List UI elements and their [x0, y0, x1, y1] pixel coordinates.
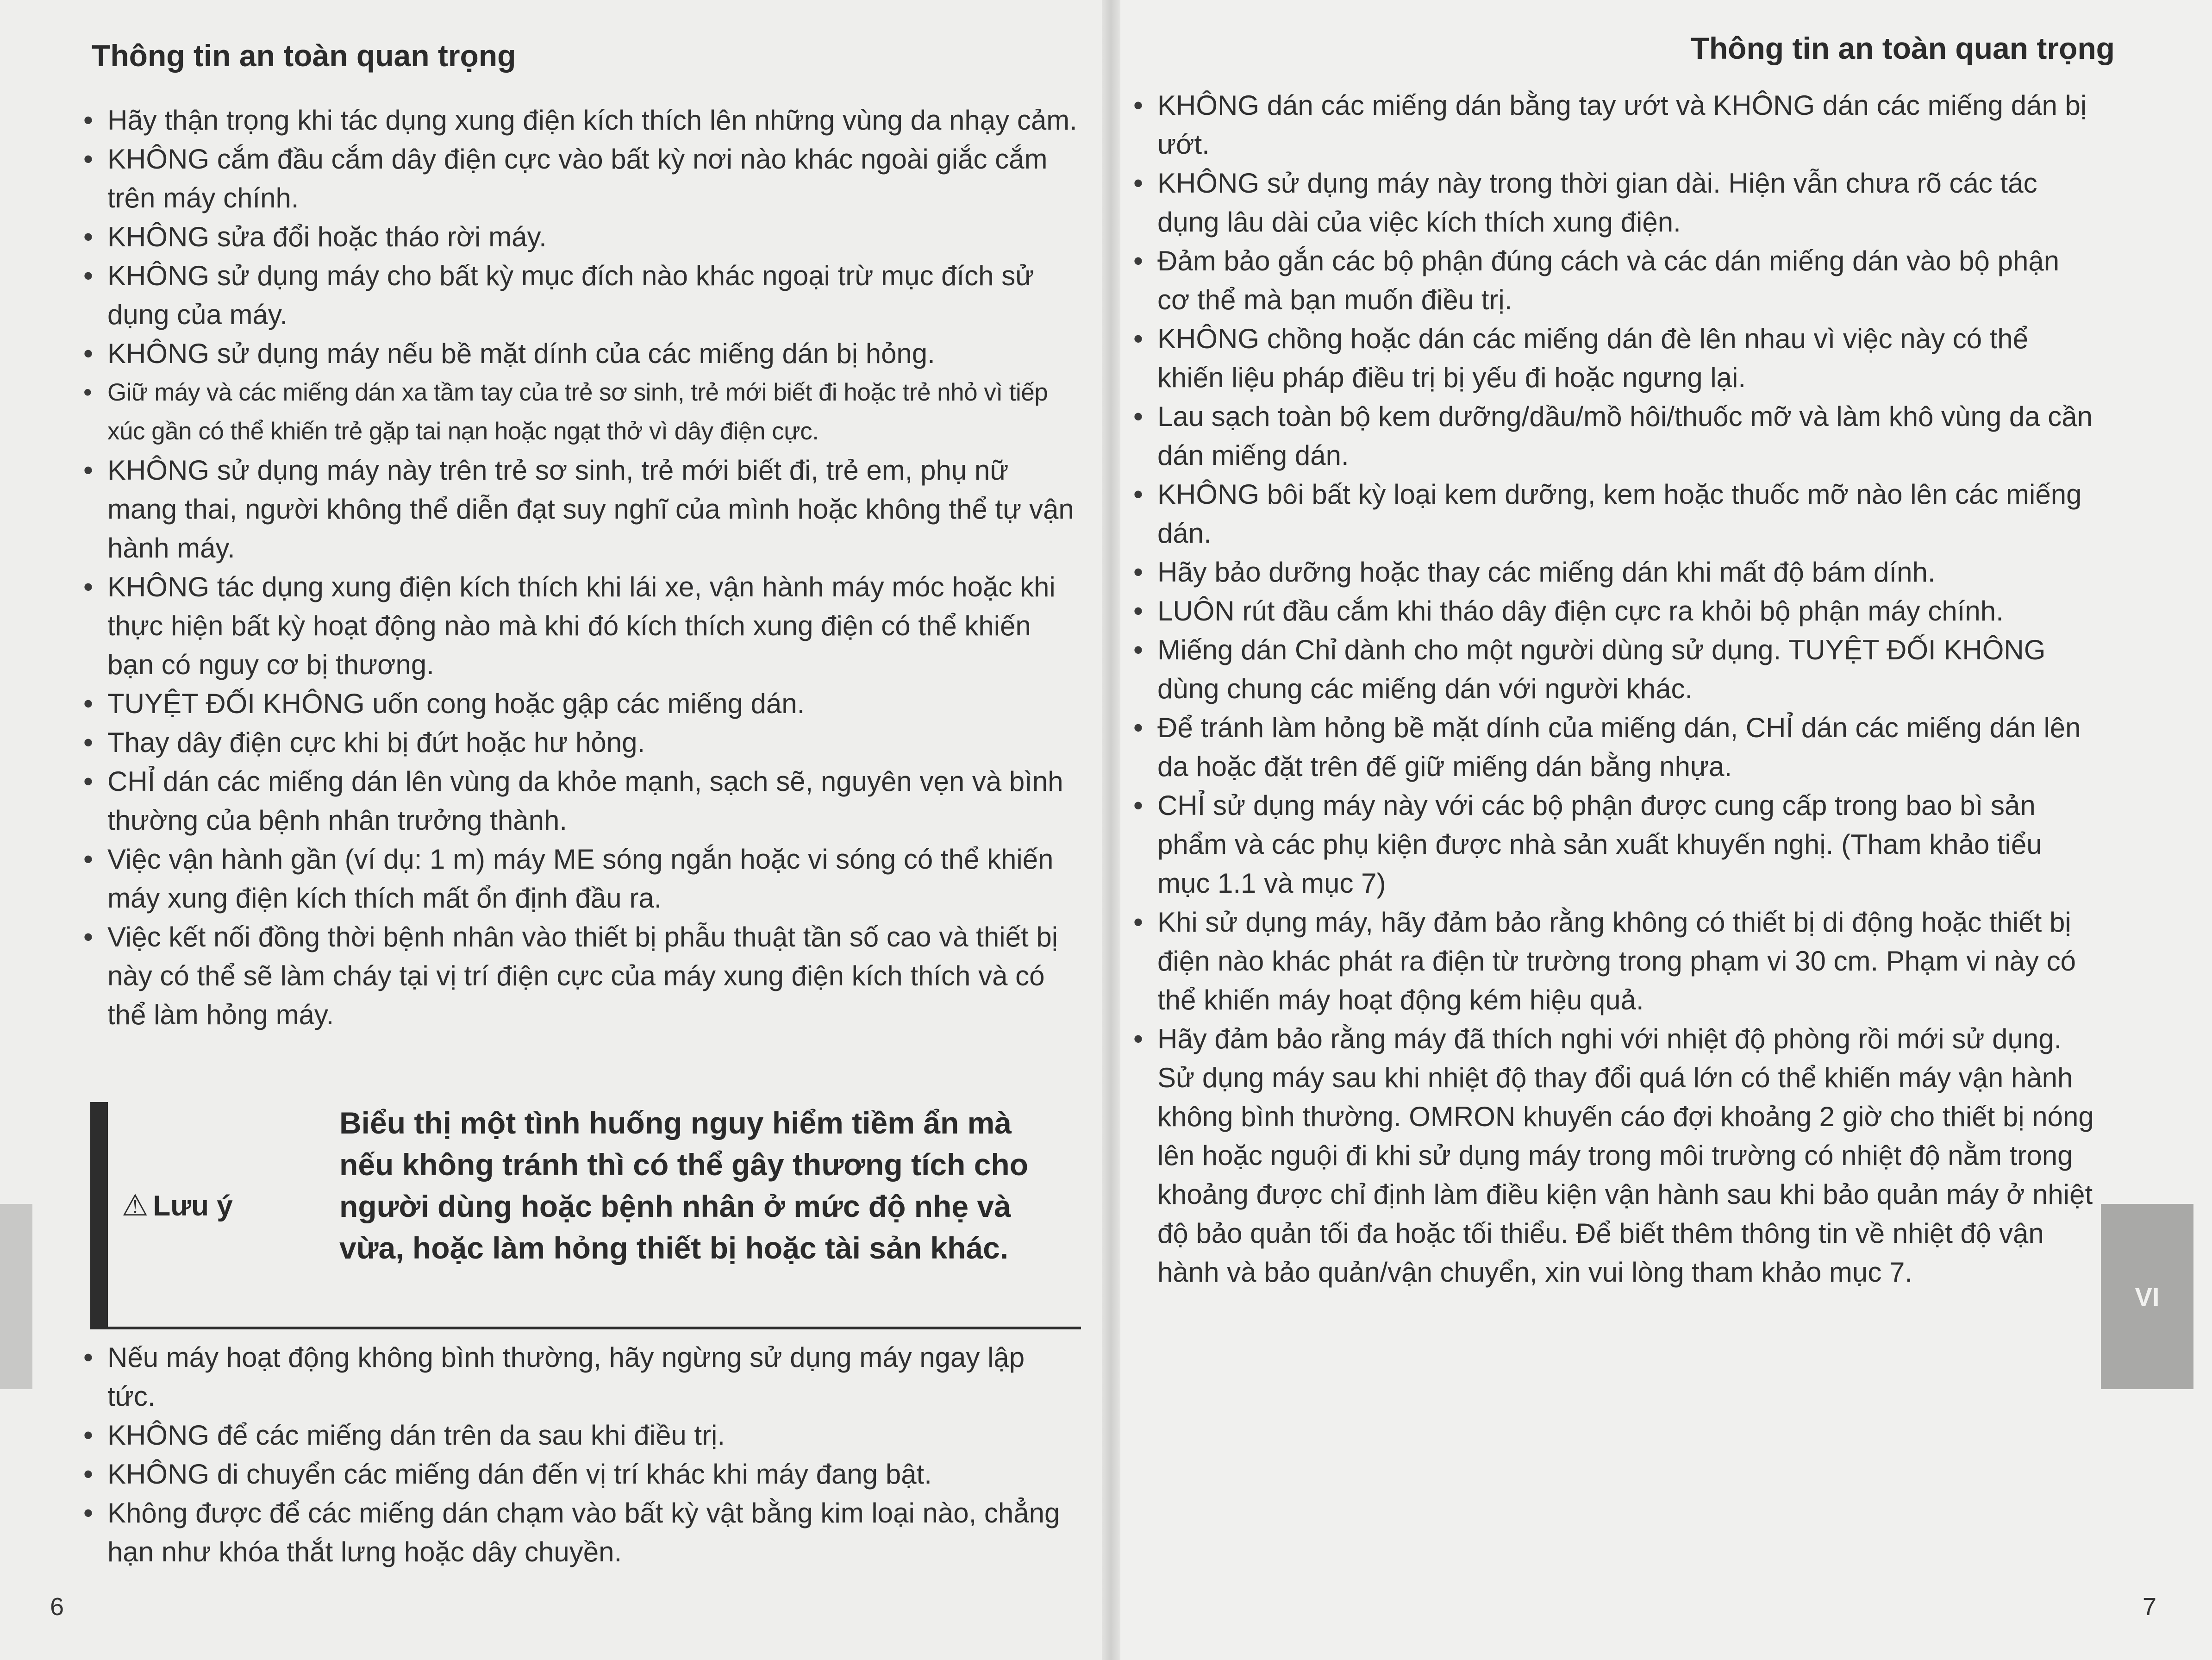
page-number-right: 7 [2142, 1593, 2156, 1621]
safety-list-right [1133, 86, 2096, 1292]
caution-label-text: Lưu ý [153, 1190, 233, 1222]
list-item: • KHÔNG bôi bất kỳ loại kem dưỡng, kem hoặc thuốc mỡ nào lên các miếng dán. [1133, 475, 2096, 553]
caution-description: Biểu thị một tình huống nguy hiểm tiềm ẩn mà nếu không tránh thì có thể gây thương tích cho người dùng hoặc bệnh nhân ở mức độ nhẹ và vừa, hoặc làm hỏng thiết bị hoặc tài sản khác. [339, 1106, 1029, 1265]
list-item: • KHÔNG dán các miếng dán bằng tay ướt và KHÔNG dán các miếng dán bị ướt. [1133, 86, 2096, 164]
list-item: • KHÔNG tác dụng xung điện kích thích khi lái xe, vận hành máy móc hoặc khi thực hiện bất kỳ hoạt động nào mà khi đó kích thích xung điện có thể khiến bạn có nguy cơ bị thương. [83, 568, 1079, 684]
list-item: • Nếu máy hoạt động không bình thường, hãy ngừng sử dụng máy ngay lập tức. [83, 1338, 1079, 1416]
list-item: • Hãy thận trọng khi tác dụng xung điện kích thích lên những vùng da nhạy cảm. [83, 101, 1079, 140]
safety-list-top [83, 101, 1079, 1034]
language-tab: VI [2101, 1204, 2193, 1389]
list-item: • Giữ máy và các miếng dán xa tầm tay của trẻ sơ sinh, trẻ mới biết đi hoặc trẻ nhỏ vì tiếp xúc gần có thể khiến trẻ gặp tai nạn hoặc ngạt thở vì dây điện cực. [83, 373, 1079, 451]
caution-box [90, 1102, 1081, 1329]
running-head-right: Thông tin an toàn quan trọng [1690, 31, 2115, 65]
list-item: • Việc kết nối đồng thời bệnh nhân vào thiết bị phẫu thuật tần số cao và thiết bị này có thể sẽ làm cháy tại vị trí điện cực của máy xung điện kích thích và có thể làm hỏng máy. [83, 918, 1079, 1034]
left-page [0, 0, 1102, 1660]
caution-label [122, 1188, 233, 1223]
page-number-left: 6 [50, 1593, 64, 1621]
right-page [1120, 0, 2212, 1660]
list-item: • KHÔNG sử dụng máy nếu bề mặt dính của các miếng dán bị hỏng. [83, 334, 1079, 373]
caution-bar [90, 1102, 108, 1327]
list-item: • KHÔNG di chuyển các miếng dán đến vị trí khác khi máy đang bật. [83, 1455, 1079, 1494]
list-item: • CHỈ dán các miếng dán lên vùng da khỏe mạnh, sạch sẽ, nguyên vẹn và bình thường của bệnh nhân trưởng thành. [83, 762, 1079, 840]
list-item: • TUYỆT ĐỐI KHÔNG uốn cong hoặc gập các miếng dán. [83, 684, 1079, 723]
running-head-left: Thông tin an toàn quan trọng [92, 38, 516, 73]
list-item: • KHÔNG sửa đổi hoặc tháo rời máy. [83, 218, 1079, 257]
safety-list-bottom [83, 1338, 1079, 1572]
list-item: • KHÔNG cắm đầu cắm dây điện cực vào bất kỳ nơi nào khác ngoài giắc cắm trên máy chính. [83, 140, 1079, 218]
list-item: • KHÔNG sử dụng máy này trong thời gian dài. Hiện vẫn chưa rõ các tác dụng lâu dài của việc kích thích xung điện. [1133, 164, 2096, 242]
list-item: • KHÔNG sử dụng máy này trên trẻ sơ sinh, trẻ mới biết đi, trẻ em, phụ nữ mang thai, người không thể diễn đạt suy nghĩ của mình hoặc không thể tự vận hành máy. [83, 451, 1079, 568]
list-item: • Không được để các miếng dán chạm vào bất kỳ vật bằng kim loại nào, chẳng hạn như khóa thắt lưng hoặc dây chuyền. [83, 1494, 1079, 1572]
list-item: • Để tránh làm hỏng bề mặt dính của miếng dán, CHỈ dán các miếng dán lên da hoặc đặt trên đế giữ miếng dán bằng nhựa. [1133, 708, 2096, 786]
list-item: • KHÔNG để các miếng dán trên da sau khi điều trị. [83, 1416, 1079, 1455]
list-item: • Hãy đảm bảo rằng máy đã thích nghi với nhiệt độ phòng rồi mới sử dụng. Sử dụng máy sau khi nhiệt độ thay đổi quá lớn có thể khiến máy vận hành không bình thường. OMRON khuyến cáo đợi khoảng 2 giờ cho thiết bị nóng lên hoặc nguội đi khi sử dụng máy trong môi trường có nhiệt độ nằm trong khoảng được chỉ định làm điều kiện vận hành sau khi bảo quản máy ở nhiệt độ bảo quản tối đa hoặc tối thiểu. Để biết thêm thông tin về nhiệt độ vận hành và bảo quản/vận chuyển, xin vui lòng tham khảo mục 7. [1133, 1020, 2096, 1292]
list-item: • Miếng dán Chỉ dành cho một người dùng sử dụng. TUYỆT ĐỐI KHÔNG dùng chung các miếng dán với người khác. [1133, 631, 2096, 708]
list-item: • Lau sạch toàn bộ kem dưỡng/dầu/mồ hôi/thuốc mỡ và làm khô vùng da cần dán miếng dán. [1133, 397, 2096, 475]
list-item: • Hãy bảo dưỡng hoặc thay các miếng dán khi mất độ bám dính. [1133, 553, 2096, 592]
list-item: • Khi sử dụng máy, hãy đảm bảo rằng không có thiết bị di động hoặc thiết bị điện nào khác phát ra điện từ trường trong phạm vi 30 cm. Phạm vi này có thể khiến máy hoạt động kém hiệu quả. [1133, 903, 2096, 1020]
list-item: • LUÔN rút đầu cắm khi tháo dây điện cực ra khỏi bộ phận máy chính. [1133, 592, 2096, 631]
language-tab-edge [0, 1204, 32, 1389]
warning-triangle-icon: ⚠ [122, 1189, 149, 1222]
list-item: • KHÔNG chồng hoặc dán các miếng dán đè lên nhau vì việc này có thể khiến liệu pháp điều trị bị yếu đi hoặc ngưng lại. [1133, 319, 2096, 397]
list-item: • Đảm bảo gắn các bộ phận đúng cách và các dán miếng dán vào bộ phận cơ thể mà bạn muốn điều trị. [1133, 242, 2096, 319]
list-item: • CHỈ sử dụng máy này với các bộ phận được cung cấp trong bao bì sản phẩm và các phụ kiện được nhà sản xuất khuyến nghị. (Tham khảo tiểu mục 1.1 và mục 7) [1133, 786, 2096, 903]
list-item: • Việc vận hành gần (ví dụ: 1 m) máy ME sóng ngắn hoặc vi sóng có thể khiến máy xung điện kích thích mất ổn định đầu ra. [83, 840, 1079, 918]
list-item: • Thay dây điện cực khi bị đứt hoặc hư hỏng. [83, 723, 1079, 762]
book-gutter [1102, 0, 1120, 1660]
list-item: • KHÔNG sử dụng máy cho bất kỳ mục đích nào khác ngoại trừ mục đích sử dụng của máy. [83, 257, 1079, 334]
